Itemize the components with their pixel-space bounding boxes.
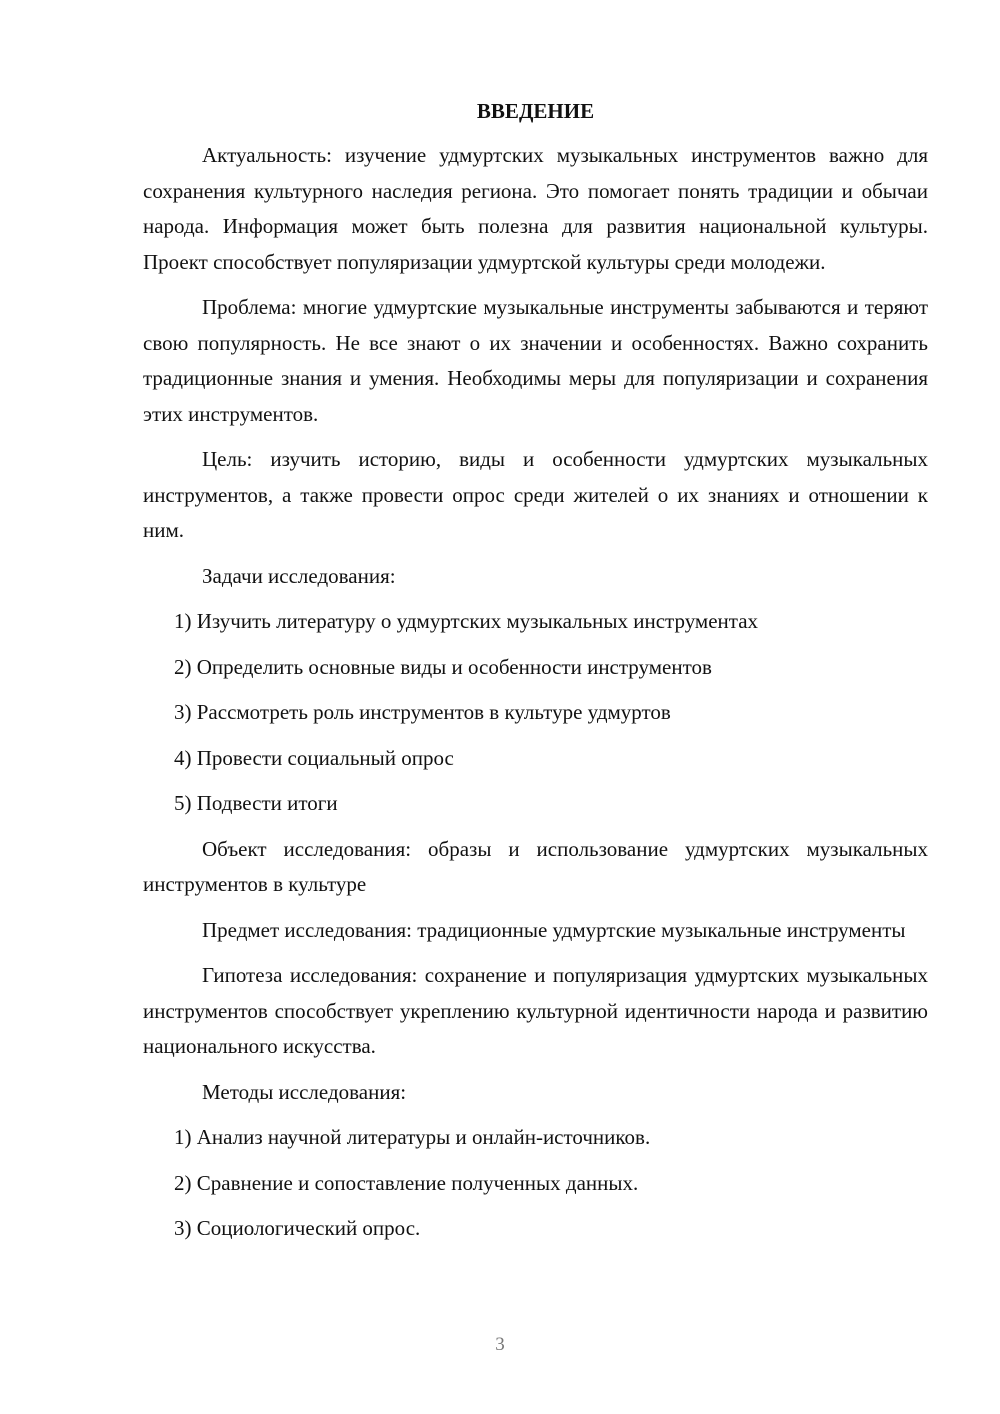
methods-label: Методы исследования: <box>202 1079 407 1104</box>
list-item: 3) Рассмотреть роль инструментов в культуре удмуртов <box>174 700 671 724</box>
list-item: 5) Подвести итоги <box>174 791 338 815</box>
methods-list <box>143 1120 928 1247</box>
tasks-list <box>143 604 928 822</box>
page-number: 3 <box>495 1334 505 1355</box>
document-page <box>143 96 928 1257</box>
list-item: 1) Анализ научной литературы и онлайн-источников. <box>174 1125 651 1149</box>
goal-paragraph: Цель: изучить историю, виды и особенности удмуртских музыкальных инструментов, а также провести опрос среди жителей о их знаниях и отношении к ним. <box>143 447 928 542</box>
problem-paragraph: Проблема: многие удмуртские музыкальные инструменты забываются и теряют свою популярность. Не все знают о их значении и особенностях. Важно сохранить традиционные знания и умения. Необходимы меры для популяризации и сохранения этих инструментов. <box>143 295 928 426</box>
relevance-paragraph: Актуальность: изучение удмуртских музыкальных инструментов важно для сохранения культурного наследия региона. Это помогает понять традиции и обычаи народа. Информация может быть полезна для развития национальной культуры. Проект способствует популяризации удмуртской культуры среди молодежи. <box>143 143 928 274</box>
list-item: 3) Социологический опрос. <box>174 1216 421 1240</box>
object-paragraph: Объект исследования: образы и использование удмуртских музыкальных инструментов в культуре <box>143 836 928 896</box>
list-item: 2) Сравнение и сопоставление полученных данных. <box>174 1170 639 1195</box>
hypothesis-paragraph: Гипотеза исследования: сохранение и популяризация удмуртских музыкальных инструментов способствует укреплению культурной идентичности народа и развитию национального искусства. <box>143 963 928 1058</box>
subject-paragraph: Предмет исследования: традиционные удмуртские музыкальные инструменты <box>202 917 906 942</box>
section-heading: ВВЕДЕНИЕ <box>476 99 595 123</box>
list-item: 1) Изучить литературу о удмуртских музыкальных инструментах <box>174 609 759 633</box>
list-item: 2) Определить основные виды и особенности инструментов <box>174 654 712 679</box>
list-item: 4) Провести социальный опрос <box>174 745 454 770</box>
tasks-label: Задачи исследования: <box>202 563 396 588</box>
